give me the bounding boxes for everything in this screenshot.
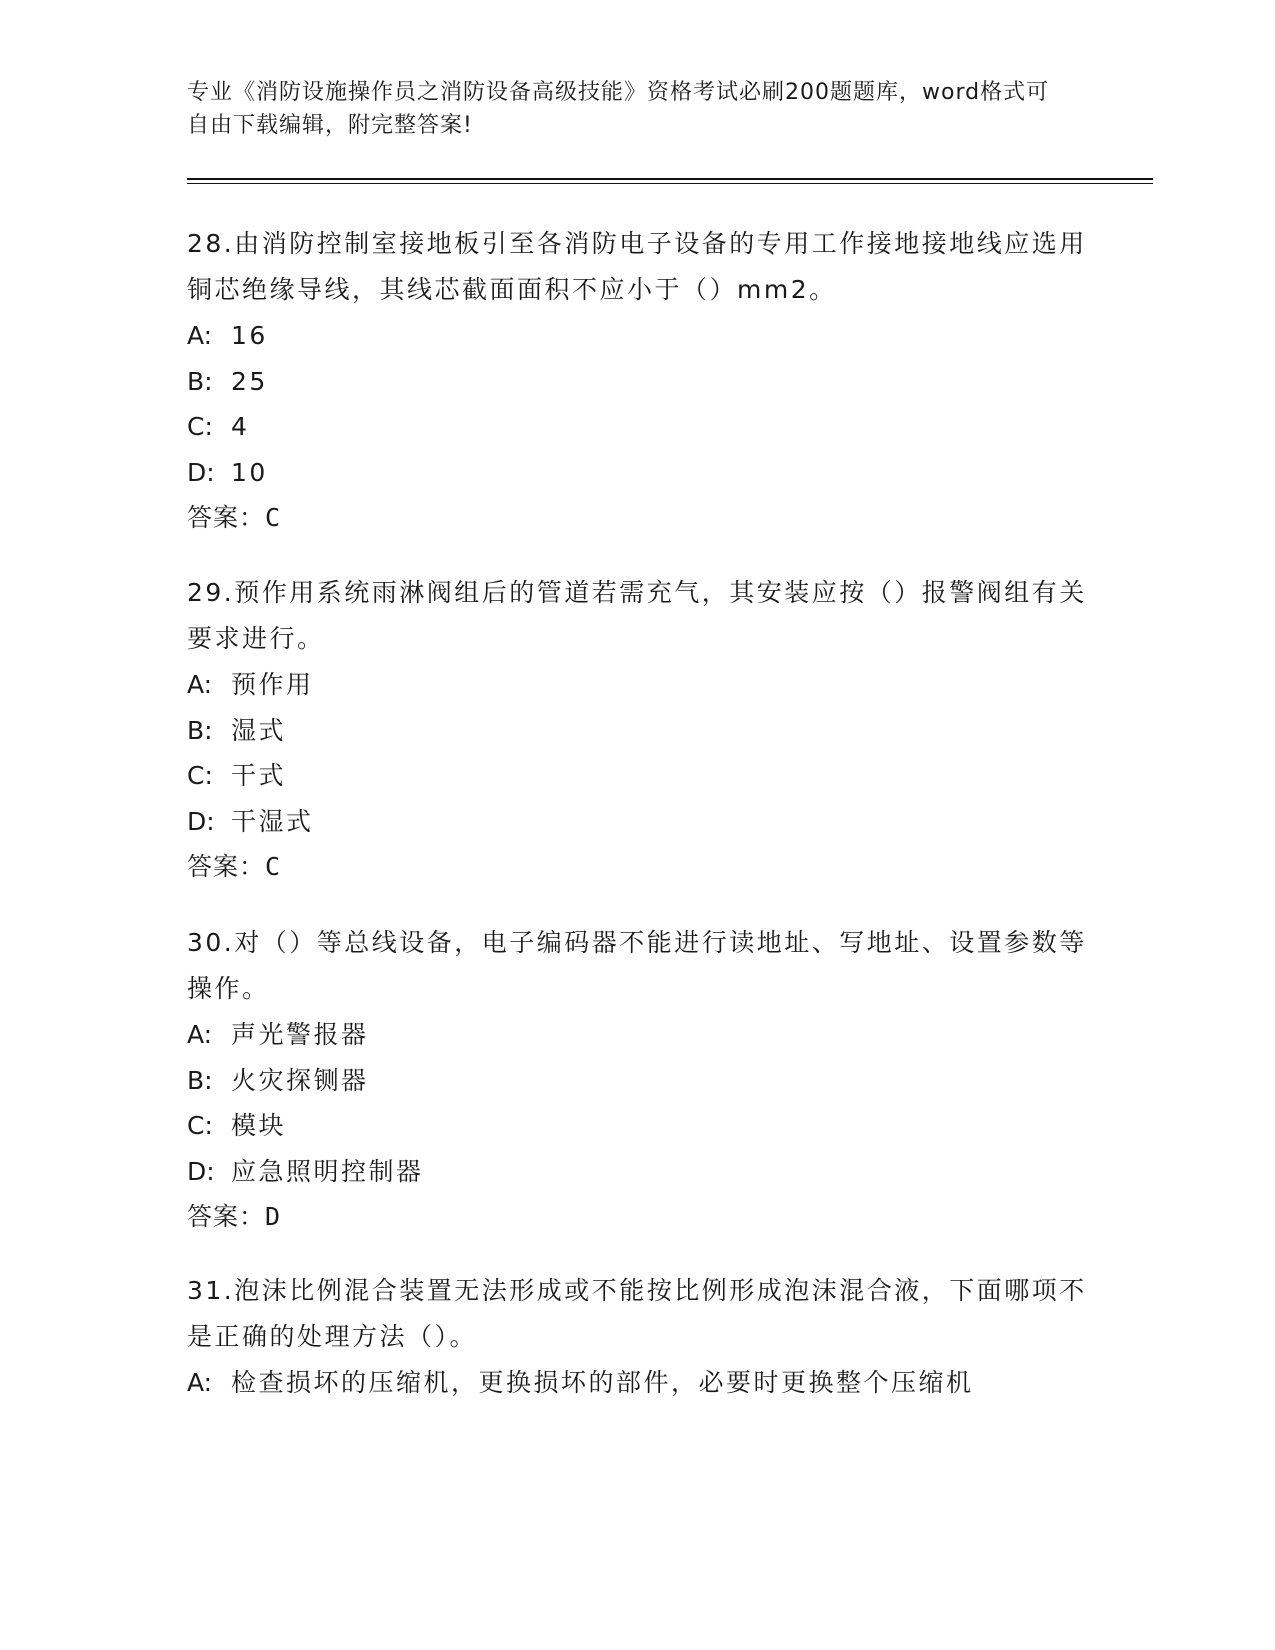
option-label: D: xyxy=(187,806,215,836)
option-text: 模块 xyxy=(231,1111,287,1140)
question-text: 28.由消防控制室接地板引至各消防电子设备的专用工作接地接地线应选用铜芯绝缘导线，其线芯截面面积不应小于（）mm2。 xyxy=(187,229,1087,304)
document-header xyxy=(187,76,1067,142)
question-text: 30.对（）等总线设备，电子编码器不能进行读地址、写地址、设置参数等操作。 xyxy=(187,928,1087,1003)
option-c xyxy=(187,1103,1087,1149)
option-text: 火灾探铡器 xyxy=(231,1065,369,1095)
option-c xyxy=(187,753,1087,799)
option-d xyxy=(187,1149,1087,1195)
option-text: 预作用 xyxy=(231,670,314,699)
option-label: B: xyxy=(187,366,213,396)
answer-value: D xyxy=(265,1202,282,1231)
option-d xyxy=(187,799,1087,845)
option-text: 检查损坏的压缩机，更换损坏的部件，必要时更换整个压缩机 xyxy=(231,1368,974,1397)
option-text: 湿式 xyxy=(231,715,287,745)
question-30 xyxy=(187,920,1087,1240)
option-c xyxy=(187,404,1087,450)
answer-value: C xyxy=(265,852,282,881)
option-label: A: xyxy=(187,1368,213,1397)
option-label: A: xyxy=(187,321,213,350)
option-label: A: xyxy=(187,670,213,699)
option-label: D: xyxy=(187,457,215,487)
option-a xyxy=(187,313,1087,359)
answer-label: 答案： xyxy=(187,852,266,881)
option-text: 应急照明控制器 xyxy=(231,1156,424,1186)
option-label: D: xyxy=(187,1156,215,1186)
header-divider-thin xyxy=(187,183,1153,184)
option-text: 10 xyxy=(231,457,268,487)
answer-label: 答案： xyxy=(187,1202,266,1231)
question-text: 29.预作用系统雨淋阀组后的管道若需充气，其安装应按（）报警阀组有关要求进行。 xyxy=(187,578,1087,653)
question-text: 31.泡沫比例混合装置无法形成或不能按比例形成泡沫混合液，下面哪项不是正确的处理方法（）。 xyxy=(187,1276,1087,1351)
header-divider-thick xyxy=(187,178,1153,180)
answer-line xyxy=(187,495,1087,541)
option-label: C: xyxy=(187,1111,213,1140)
option-label: B: xyxy=(187,715,213,745)
answer-label: 答案： xyxy=(187,503,266,532)
answer-line xyxy=(187,1194,1087,1240)
option-a xyxy=(187,1012,1087,1058)
option-text: 干湿式 xyxy=(231,806,314,836)
question-29 xyxy=(187,570,1087,890)
question-28 xyxy=(187,221,1087,541)
option-d xyxy=(187,450,1087,496)
option-label: C: xyxy=(187,412,213,441)
option-label: C: xyxy=(187,761,213,790)
option-text: 25 xyxy=(231,366,268,396)
option-a xyxy=(187,1360,1087,1406)
option-text: 16 xyxy=(231,321,268,350)
answer-line xyxy=(187,844,1087,890)
option-text: 干式 xyxy=(231,761,287,790)
option-b xyxy=(187,359,1087,405)
option-b xyxy=(187,708,1087,754)
option-label: B: xyxy=(187,1065,213,1095)
answer-value: C xyxy=(265,503,282,532)
question-31 xyxy=(187,1268,1087,1406)
option-text: 声光警报器 xyxy=(231,1020,369,1049)
header-intro-text: 专业《消防设施操作员之消防设备高级技能》资格考试必刷200题题库，word格式可自由下载编辑，附完整答案! xyxy=(187,80,1050,138)
option-label: A: xyxy=(187,1020,213,1049)
option-a xyxy=(187,662,1087,708)
option-text: 4 xyxy=(231,412,250,441)
option-b xyxy=(187,1058,1087,1104)
